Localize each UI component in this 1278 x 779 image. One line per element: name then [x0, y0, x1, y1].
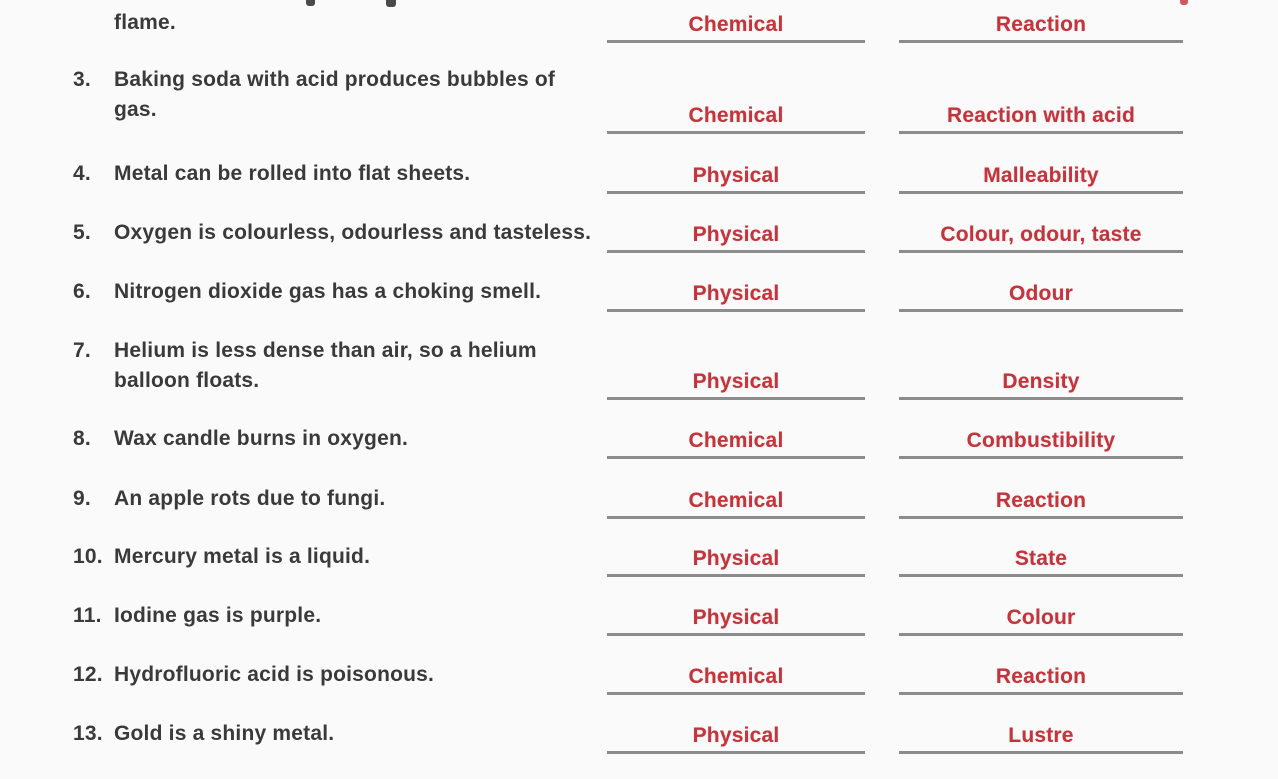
statement-line-2: balloon floats.: [114, 369, 260, 392]
property-answer-blank: Colour, odour, taste: [899, 218, 1183, 253]
item-number: 8.: [73, 427, 91, 450]
statement-text: [114, 542, 594, 572]
cropped-text-fragment: [386, 0, 396, 7]
item-number: 10.: [73, 545, 103, 568]
statement-text: [114, 484, 594, 514]
statement-line-1: Metal can be rolled into flat sheets.: [114, 162, 471, 185]
cropped-text-fragment: [1180, 0, 1188, 5]
change-type-answer-blank: Chemical: [607, 484, 865, 519]
statement-line-1: flame.: [114, 11, 176, 34]
worksheet-row: [0, 424, 1278, 484]
statement-line-1: Baking soda with acid produces bubbles of gas.: [114, 68, 556, 121]
item-number: 4.: [73, 162, 91, 185]
change-type-answer-blank: Physical: [607, 365, 865, 400]
statement-line-1: Oxygen is colourless, odourless and tasteless.: [114, 221, 592, 244]
property-answer-blank: Reaction: [899, 660, 1183, 695]
worksheet-row: [0, 218, 1278, 278]
worksheet-row: [0, 277, 1278, 337]
property-answer-blank: Malleability: [899, 159, 1183, 194]
cropped-text-fragment: [306, 0, 315, 6]
worksheet-row: [0, 8, 1278, 68]
change-type-answer-blank: Physical: [607, 218, 865, 253]
statement-text: [114, 424, 594, 454]
property-answer-blank: Reaction with acid: [899, 99, 1183, 134]
item-number: 9.: [73, 487, 91, 510]
worksheet-row: [0, 159, 1278, 219]
statement-line-1: Wax candle burns in oxygen.: [114, 427, 409, 450]
statement-text: [114, 159, 594, 189]
change-type-answer-blank: Physical: [607, 601, 865, 636]
statement-text: [114, 65, 594, 125]
change-type-answer-blank: Chemical: [607, 660, 865, 695]
change-type-answer-blank: Chemical: [607, 8, 865, 43]
worksheet-row: [0, 484, 1278, 544]
statement-line-1: Helium is less dense than air, so a helium: [114, 339, 537, 362]
statement-text: [114, 8, 594, 38]
change-type-answer-blank: Chemical: [607, 99, 865, 134]
property-answer-blank: Reaction: [899, 484, 1183, 519]
item-number: 12.: [73, 663, 103, 686]
statement-text: [114, 719, 594, 749]
property-answer-blank: Density: [899, 365, 1183, 400]
worksheet-row: [0, 336, 1278, 396]
item-number: 3.: [73, 68, 91, 91]
change-type-answer-blank: Physical: [607, 542, 865, 577]
statement-text: [114, 601, 594, 631]
item-number: 13.: [73, 722, 103, 745]
statement-text: [114, 660, 594, 690]
item-number: 11.: [73, 604, 102, 627]
change-type-answer-blank: Physical: [607, 277, 865, 312]
property-answer-blank: Odour: [899, 277, 1183, 312]
statement-line-1: Mercury metal is a liquid.: [114, 545, 371, 568]
property-answer-blank: State: [899, 542, 1183, 577]
worksheet-row: [0, 542, 1278, 602]
worksheet-row: [0, 719, 1278, 779]
change-type-answer-blank: Chemical: [607, 424, 865, 459]
item-number: 6.: [73, 280, 91, 303]
statement-line-1: Iodine gas is purple.: [114, 604, 322, 627]
item-number: 7.: [73, 339, 91, 362]
item-number: 5.: [73, 221, 91, 244]
change-type-answer-blank: Physical: [607, 159, 865, 194]
statement-line-1: An apple rots due to fungi.: [114, 487, 386, 510]
worksheet-row: [0, 660, 1278, 720]
statement-line-1: Hydrofluoric acid is poisonous.: [114, 663, 435, 686]
statement-text: [114, 336, 594, 396]
statement-text: [114, 218, 594, 248]
change-type-answer-blank: Physical: [607, 719, 865, 754]
property-answer-blank: Reaction: [899, 8, 1183, 43]
property-answer-blank: Colour: [899, 601, 1183, 636]
statement-line-1: Gold is a shiny metal.: [114, 722, 335, 745]
worksheet-row: [0, 601, 1278, 661]
property-answer-blank: Lustre: [899, 719, 1183, 754]
statement-line-1: Nitrogen dioxide gas has a choking smell.: [114, 280, 542, 303]
worksheet-row: [0, 65, 1278, 125]
statement-text: [114, 277, 594, 307]
property-answer-blank: Combustibility: [899, 424, 1183, 459]
